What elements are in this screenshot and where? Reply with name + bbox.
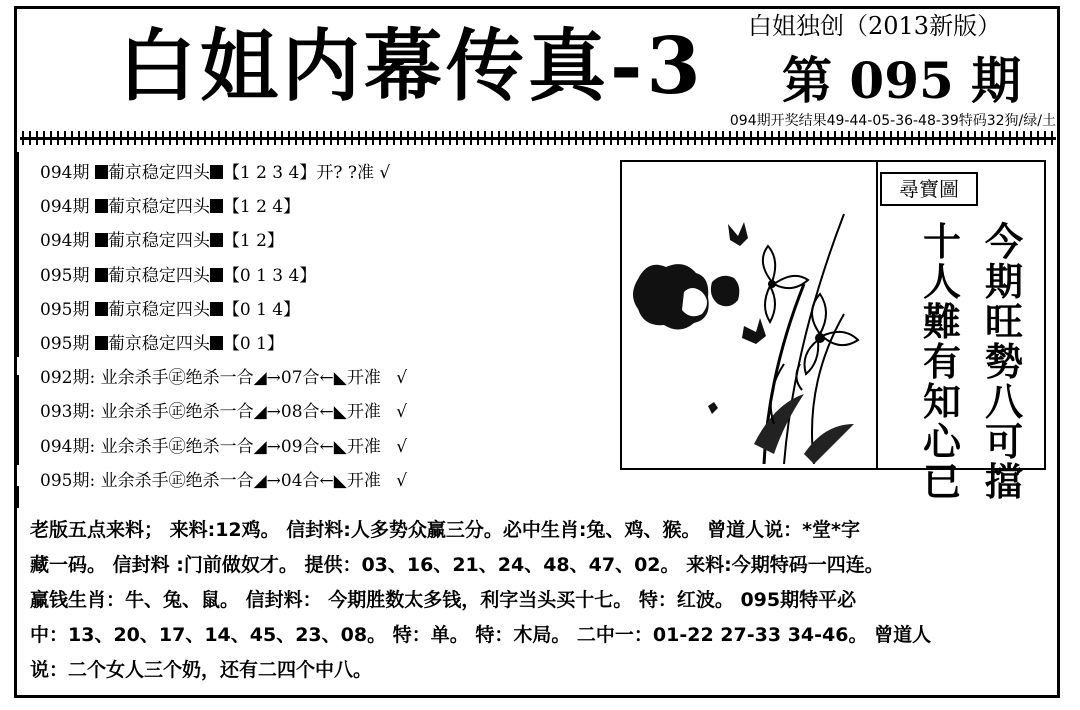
item-name: 葡京稳定四头 — [107, 231, 210, 252]
paragraph-line: 藏一码。 信封料 :门前做奴才。 提供：03、16、21、24、48、47、02。 来料:今期特码一四连。 — [30, 554, 884, 576]
block-marker — [210, 199, 223, 213]
block-marker — [95, 165, 108, 179]
left-margin-bar — [14, 152, 19, 357]
tips-paragraph — [30, 513, 1040, 688]
edition-label: 白姐独创（2013新版） — [748, 12, 1002, 40]
block-marker — [210, 233, 223, 247]
period-label: 092期: — [40, 368, 96, 389]
block-marker — [95, 268, 108, 282]
list-item — [40, 156, 407, 190]
item-numbers: 【1 2 4】 — [222, 197, 301, 218]
vertical-poem-right: 今期旺勢八可擋 — [984, 219, 1023, 504]
list-item — [40, 464, 407, 498]
picture-divider — [876, 162, 878, 468]
item-name: 业余杀手㊣绝杀一合◢→08合←◣开准 — [100, 402, 381, 423]
block-marker — [95, 336, 108, 350]
item-result: √ — [396, 470, 408, 491]
block-marker — [210, 268, 223, 282]
item-name: 业余杀手㊣绝杀一合◢→07合←◣开准 — [100, 368, 381, 389]
left-margin-bar — [14, 486, 19, 508]
item-name: 业余杀手㊣绝杀一合◢→09合←◣开准 — [100, 436, 381, 457]
list-item — [40, 293, 407, 327]
item-result: √ — [396, 402, 408, 423]
block-marker — [95, 199, 108, 213]
item-name: 葡京稳定四头 — [107, 299, 210, 320]
orchid-butterfly-illustration — [624, 164, 880, 464]
block-marker — [210, 336, 223, 350]
block-marker — [95, 233, 108, 247]
paragraph-line: 赢钱生肖：牛、兔、鼠。 信封料： 今期胜数太多钱，利字当头买十七。 特：红波。 095期特平必 — [30, 589, 857, 611]
draw-result: 094期开奖结果49-44-05-36-48-39特码32狗/绿/土 — [729, 113, 1056, 129]
barbed-separator — [20, 131, 1056, 145]
period-label: 095期 — [40, 333, 90, 354]
period-label: 095期 — [40, 299, 90, 320]
item-numbers: 【1 2】 — [222, 231, 284, 252]
list-item — [40, 430, 407, 464]
list-item — [40, 395, 407, 429]
list-item — [40, 327, 407, 361]
period-label: 094期: — [40, 436, 96, 457]
item-numbers: 【0 1 3 4】 — [222, 265, 317, 286]
block-marker — [95, 302, 108, 316]
item-result: 开? ?准 √ — [316, 163, 391, 183]
item-name: 业余杀手㊣绝杀一合◢→04合←◣开准 — [100, 470, 381, 491]
issue-number: 第 095 期 — [782, 51, 1022, 110]
period-label: 094期 — [40, 163, 90, 183]
item-name: 葡京稳定四头 — [107, 197, 210, 218]
paragraph-line: 说：二个女人三个奶，还有二四个中八。 — [30, 659, 373, 681]
paragraph-line: 中：13、20、17、14、45、23、08。 特：单。 特：木局。 二中一：01-22 27-33 34-46。 曾道人 — [30, 624, 932, 646]
period-label: 095期 — [40, 265, 90, 286]
prediction-list — [40, 156, 407, 498]
treasure-map-tag: 尋寶圖 — [880, 172, 978, 206]
item-numbers: 【0 1 4】 — [222, 299, 301, 320]
item-result: √ — [396, 436, 408, 457]
list-item — [40, 361, 407, 395]
left-margin-bar — [14, 375, 19, 465]
item-name: 葡京稳定四头 — [107, 333, 210, 354]
list-item — [40, 190, 407, 224]
period-label: 095期: — [40, 470, 96, 491]
list-item — [40, 224, 407, 258]
item-numbers: 【1 2 3 4】 — [222, 163, 317, 183]
item-name: 葡京稳定四头 — [107, 265, 210, 286]
block-marker — [210, 165, 223, 179]
period-label: 094期 — [40, 231, 90, 252]
paragraph-line: 老版五点来料； 来料:12鸡。 信封料:人多势众赢三分。必中生肖:兔、鸡、猴。 曾道人说：*堂*字 — [30, 519, 860, 541]
period-label: 094期 — [40, 197, 90, 218]
page-title: 白姐内幕传真-3 — [118, 21, 705, 112]
period-label: 093期: — [40, 402, 96, 423]
item-numbers: 【0 1】 — [222, 333, 284, 354]
vertical-poem-left: 十人難有知心已 — [922, 219, 961, 504]
block-marker — [210, 302, 223, 316]
item-result: √ — [396, 368, 408, 389]
list-item — [40, 259, 407, 293]
item-name: 葡京稳定四头 — [107, 163, 210, 183]
